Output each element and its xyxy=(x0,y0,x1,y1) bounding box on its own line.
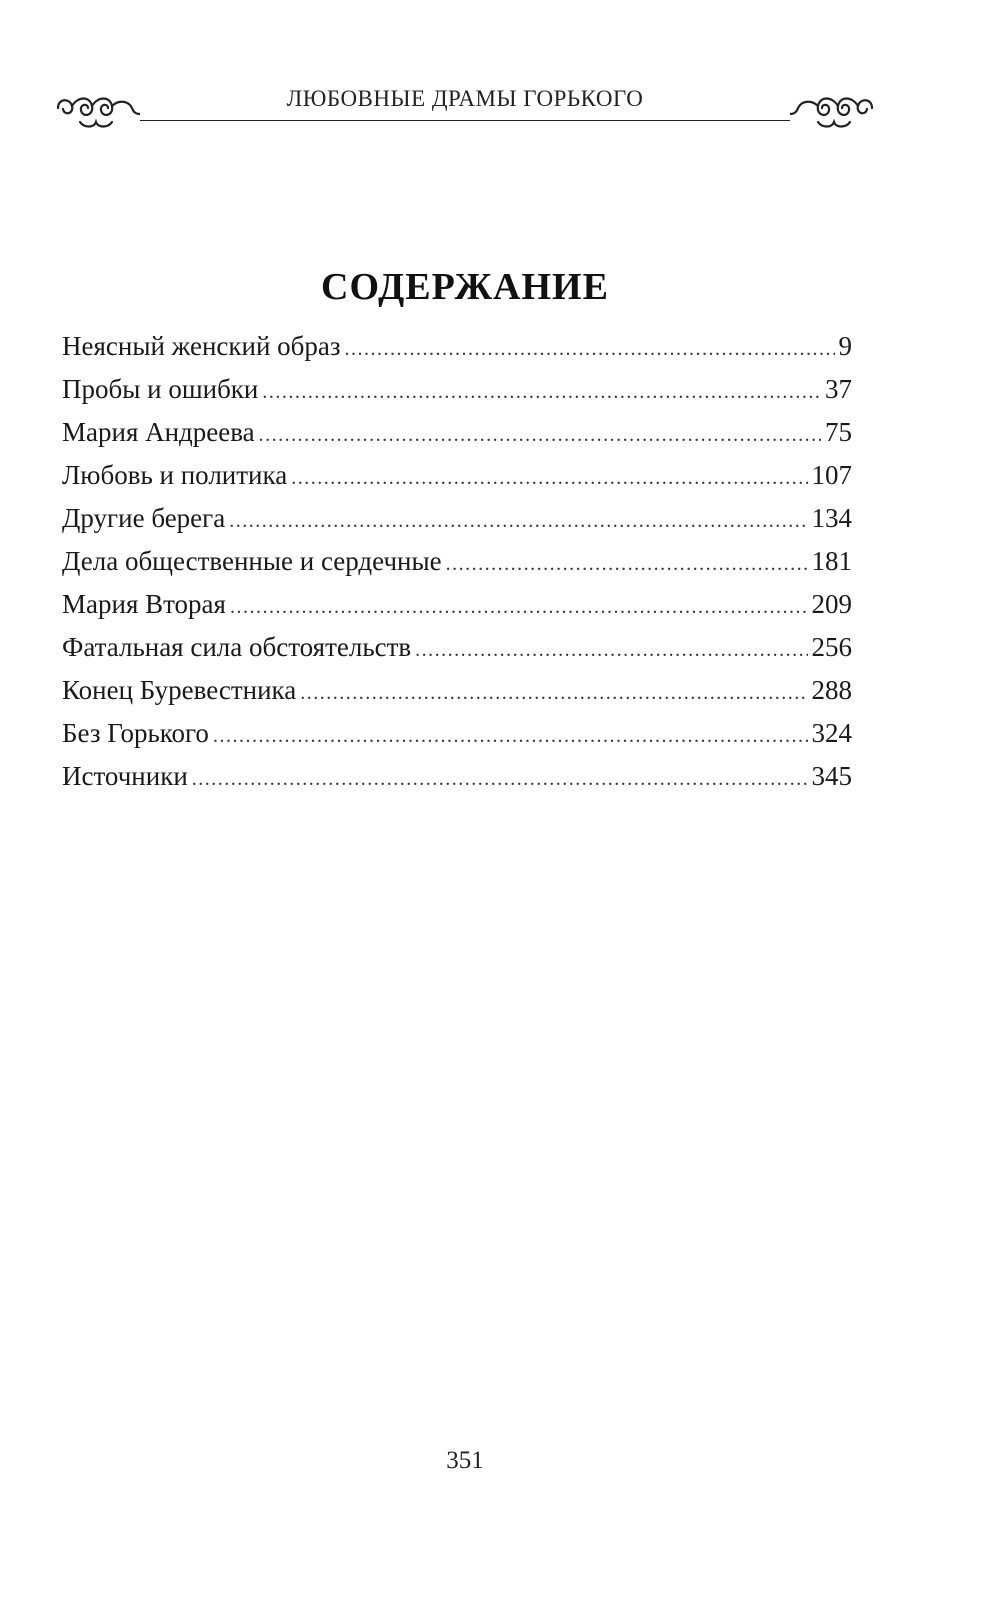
toc-entry xyxy=(62,712,852,755)
toc-entry-page: 256 xyxy=(811,632,852,662)
dot-leader xyxy=(291,457,807,500)
dot-leader xyxy=(300,672,807,715)
toc-entry xyxy=(62,755,852,798)
dot-leader xyxy=(213,715,808,758)
toc-entry-title: Другие берега xyxy=(62,503,226,533)
toc-entry-page: 9 xyxy=(838,331,852,361)
toc-entry xyxy=(62,669,852,712)
toc-entry-title: Без Горького xyxy=(62,718,209,748)
toc-entry-page: 134 xyxy=(811,503,852,533)
toc-entry xyxy=(62,325,852,368)
table-of-contents xyxy=(62,325,852,798)
scroll-ornament-icon xyxy=(50,78,140,138)
toc-entry xyxy=(62,411,852,454)
toc-entry-title: Конец Буревестника xyxy=(62,675,297,705)
scroll-ornament-icon xyxy=(790,78,880,138)
dot-leader xyxy=(446,543,808,586)
toc-entry xyxy=(62,540,852,583)
toc-entry-title: Пробы и ошибки xyxy=(62,374,259,404)
toc-entry xyxy=(62,368,852,411)
dot-leader xyxy=(229,500,807,543)
toc-entry-page: 75 xyxy=(825,417,852,447)
toc-entry-page: 288 xyxy=(811,675,852,705)
toc-entry-page: 37 xyxy=(825,374,852,404)
running-header xyxy=(50,78,880,138)
toc-entry xyxy=(62,626,852,669)
toc-entry-title: Фатальная сила обстоятельств xyxy=(62,632,412,662)
dot-leader xyxy=(259,414,821,457)
toc-entry-title: Дела общественные и сердечные xyxy=(62,546,442,576)
toc-entry-page: 324 xyxy=(811,718,852,748)
toc-entry-page: 181 xyxy=(811,546,852,576)
toc-entry-title: Источники xyxy=(62,761,188,791)
contents-heading: СОДЕРЖАНИЕ xyxy=(321,266,609,308)
dot-leader xyxy=(192,758,808,801)
dot-leader xyxy=(230,586,808,629)
toc-entry xyxy=(62,497,852,540)
running-title: ЛЮБОВНЫЕ ДРАМЫ ГОРЬКОГО xyxy=(286,86,644,111)
toc-entry-page: 107 xyxy=(811,460,852,490)
toc-entry-title: Мария Андреева xyxy=(62,417,255,447)
dot-leader xyxy=(415,629,807,672)
page-number: 351 xyxy=(446,1447,484,1474)
toc-entry xyxy=(62,454,852,497)
toc-entry-page: 345 xyxy=(811,761,852,791)
toc-entry-page: 209 xyxy=(811,589,852,619)
dot-leader xyxy=(262,371,821,414)
toc-entry-title: Неясный женский образ xyxy=(62,331,341,361)
header-rule xyxy=(140,120,790,121)
toc-entry xyxy=(62,583,852,626)
toc-entry-title: Мария Вторая xyxy=(62,589,226,619)
dot-leader xyxy=(345,328,835,371)
toc-entry-title: Любовь и политика xyxy=(62,460,288,490)
